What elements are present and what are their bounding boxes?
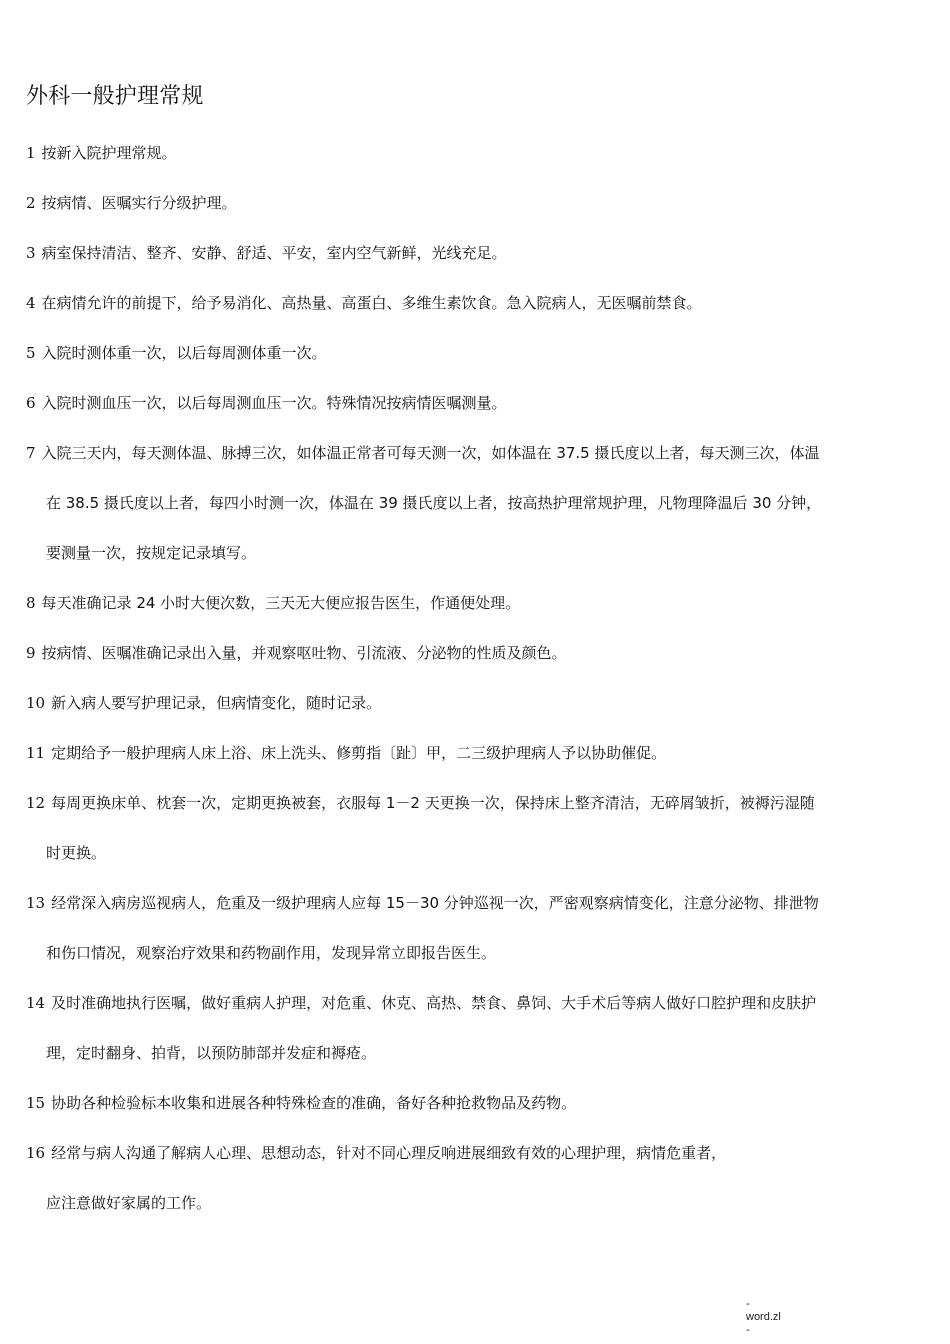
list-item-first-line	[26, 1078, 926, 1128]
list-item-continuation-line	[26, 478, 926, 528]
list-item-text: 理，定时翻身、拍背，以预防肺部并发症和褥疮。	[46, 1044, 377, 1062]
list-item-text: 协助各种检验标本收集和进展各种特殊检查的准确，备好各种抢救物品及药物。	[51, 1094, 577, 1112]
list-item-first-line	[26, 278, 926, 328]
list-item-text: 经常深入病房巡视病人，危重及一级护理病人应每 15－30 分钟巡视一次，严密观察病情变化，注意分泌物、排泄物	[51, 894, 819, 912]
list-item-first-line	[26, 678, 926, 728]
list-item-continuation-line	[26, 528, 926, 578]
nursing-rules-list	[26, 128, 926, 1228]
list-item-number: 8	[26, 594, 36, 612]
list-item-text: 要测量一次，按规定记录填写。	[46, 544, 257, 562]
list-item-first-line	[26, 328, 926, 378]
list-item-number: 7	[26, 444, 36, 462]
footer-dash-bottom: -	[746, 1324, 750, 1336]
list-item-continuation-line	[26, 1178, 926, 1228]
list-item	[26, 428, 926, 578]
list-item-number: 3	[26, 244, 36, 262]
list-item-text: 每天准确记录 24 小时大便次数，三天无大便应报告医生，作通便处理。	[41, 594, 521, 612]
list-item-text: 定期给予一般护理病人床上浴、床上洗头、修剪指〔趾〕甲，二三级护理病人予以协助催促。	[51, 744, 667, 762]
list-item-text: 按病情、医嘱实行分级护理。	[41, 194, 237, 212]
list-item	[26, 778, 926, 878]
list-item-number: 9	[26, 644, 36, 662]
list-item-text: 每周更换床单、枕套一次，定期更换被套，衣服每 1－2 天更换一次，保持床上整齐清洁，无碎屑皱折，被褥污湿随	[51, 794, 815, 812]
list-item-number: 12	[26, 794, 46, 812]
list-item-text: 在 38.5 摄氏度以上者，每四小时测一次，体温在 39 摄氏度以上者，按高热护理常规护理，凡物理降温后 30 分钟，	[46, 494, 822, 512]
list-item-number: 13	[26, 894, 46, 912]
list-item-number: 10	[26, 694, 46, 712]
list-item-first-line	[26, 378, 926, 428]
list-item	[26, 578, 926, 628]
list-item-text: 和伤口情况，观察治疗效果和药物副作用，发现异常立即报告医生。	[46, 944, 497, 962]
page-footer	[746, 1298, 781, 1337]
list-item-text: 时更换。	[46, 844, 107, 862]
list-item-first-line	[26, 178, 926, 228]
list-item-first-line	[26, 878, 926, 928]
list-item	[26, 628, 926, 678]
list-item-number: 4	[26, 294, 36, 312]
list-item-first-line	[26, 128, 926, 178]
list-item-first-line	[26, 228, 926, 278]
list-item	[26, 178, 926, 228]
list-item-text: 应注意做好家属的工作。	[46, 1194, 212, 1212]
list-item-first-line	[26, 978, 926, 1028]
list-item-first-line	[26, 578, 926, 628]
list-item	[26, 1128, 926, 1228]
list-item	[26, 228, 926, 278]
list-item	[26, 978, 926, 1078]
list-item	[26, 128, 926, 178]
list-item-continuation-line	[26, 1028, 926, 1078]
list-item-text: 入院时测血压一次，以后每周测血压一次。特殊情况按病情医嘱测量。	[41, 394, 507, 412]
list-item-text: 新入病人要写护理记录，但病情变化，随时记录。	[51, 694, 382, 712]
list-item	[26, 678, 926, 728]
list-item-number: 11	[26, 744, 46, 762]
list-item	[26, 878, 926, 978]
list-item-text: 病室保持清洁、整齐、安静、舒适、平安，室内空气新鲜，光线充足。	[41, 244, 507, 262]
list-item-text: 及时准确地执行医嘱，做好重病人护理，对危重、休克、高热、禁食、鼻饲、大手术后等病人做好口腔护理和皮肤护	[51, 994, 817, 1012]
list-item-text: 按病情、医嘱准确记录出入量，并观察呕吐物、引流液、分泌物的性质及颜色。	[41, 644, 567, 662]
list-item-number: 1	[26, 144, 36, 162]
footer-dash-top: -	[746, 1298, 750, 1310]
list-item-number: 5	[26, 344, 36, 362]
list-item-text: 在病情允许的前提下，给予易消化、高热量、高蛋白、多维生素饮食。急入院病人，无医嘱前禁食。	[41, 294, 702, 312]
list-item	[26, 278, 926, 328]
list-item-text: 入院时测体重一次，以后每周测体重一次。	[41, 344, 327, 362]
list-item	[26, 1078, 926, 1128]
list-item-text: 经常与病人沟通了解病人心理、思想动态，针对不同心理反响进展细致有效的心理护理，病情危重者，	[51, 1144, 727, 1162]
list-item-text: 入院三天内，每天测体温、脉搏三次，如体温正常者可每天测一次，如体温在 37.5 摄氏度以上者，每天测三次，体温	[41, 444, 820, 462]
list-item-text: 按新入院护理常规。	[41, 144, 177, 162]
document-title: 外科一般护理常规	[26, 84, 204, 109]
list-item-number: 6	[26, 394, 36, 412]
list-item-number: 15	[26, 1094, 46, 1112]
list-item	[26, 328, 926, 378]
list-item-continuation-line	[26, 928, 926, 978]
list-item	[26, 728, 926, 778]
list-item	[26, 378, 926, 428]
list-item-number: 14	[26, 994, 46, 1012]
footer-watermark-text: word.zl	[746, 1311, 781, 1323]
list-item-first-line	[26, 728, 926, 778]
list-item-number: 16	[26, 1144, 46, 1162]
list-item-first-line	[26, 628, 926, 678]
list-item-continuation-line	[26, 828, 926, 878]
list-item-first-line	[26, 428, 926, 478]
list-item-number: 2	[26, 194, 36, 212]
list-item-first-line	[26, 1128, 926, 1178]
list-item-first-line	[26, 778, 926, 828]
